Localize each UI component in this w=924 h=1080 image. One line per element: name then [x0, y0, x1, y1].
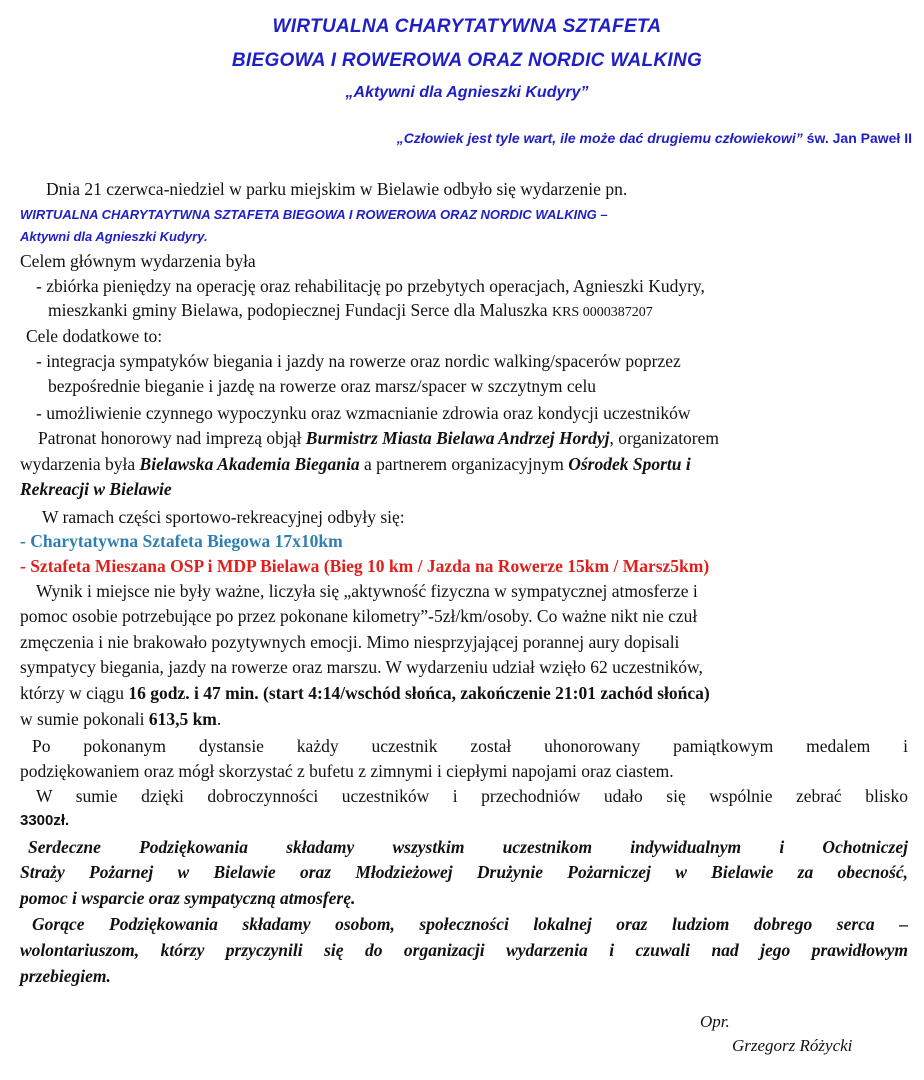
medal-line-1: Po pokonanym dystansie każdy uczestnik został uhonorowany pamiątkowym medalem i — [32, 736, 908, 756]
krs-number: KRS 0000387207 — [551, 305, 653, 320]
thanks-2-line-3: przebiegiem. — [20, 966, 111, 986]
partner-name-1: Ośrodek Sportu i — [568, 454, 691, 474]
result-line-2: pomoc osobie potrzebujące po przez pokonane kilometry”-5zł/km/osoby. Co ważne nikt nie czuł — [20, 606, 698, 626]
sum-line-1: W sumie dzięki dobroczynności uczestników i przechodniów udało się wspólnie zebrać blisko — [36, 786, 908, 806]
result-text: którzy w ciągu — [20, 683, 129, 703]
thanks-1-line-3: pomoc i wsparcie oraz sympatyczną atmosferę. — [20, 888, 356, 908]
organizer-text: wydarzenia była — [20, 454, 140, 474]
quote-author: św. Jan Paweł II — [802, 130, 912, 146]
result-line-4: sympatycy biegania, jazdy na rowerze oraz marszu. W wydarzeniu udział wzięło 62 uczestników, — [20, 657, 703, 677]
sport-part-line: W ramach części sportowo-rekreacyjnej odbyły się: — [42, 507, 405, 527]
thanks-1-line-1: Serdeczne Podziękowania składamy wszystkim uczestnikom indywidualnym i Ochotniczej — [28, 837, 908, 857]
result-period: . — [216, 709, 222, 729]
signature-label: Opr. — [700, 1012, 730, 1031]
quote-text: „Człowiek jest tyle wart, ile może dać drugiemu człowiekowi” — [396, 130, 803, 146]
relay-item-1: - Charytatywna Sztafeta Biegowa 17x10km — [20, 531, 343, 551]
partner-name-2: Rekreacji w Bielawie — [20, 479, 172, 499]
extra-goals-label: Cele dodatkowe to: — [26, 326, 163, 346]
patron-line-1 — [38, 427, 719, 449]
result-duration: 16 godz. i 47 min. (start 4:14/wschód słońca, zakończenie 21:01 zachód słońca) — [128, 683, 710, 703]
result-line-6 — [20, 708, 221, 730]
signature-name: Grzegorz Różycki — [732, 1036, 853, 1055]
main-goal-line-1: - zbiórka pieniędzy na operację oraz rehabilitację po przebytych operacjach, Agnieszki Kudyry, — [36, 276, 705, 296]
extra-goal-line-2: - umożliwienie czynnego wypoczynku oraz wzmacnianie zdrowia oraz kondycji uczestników — [36, 403, 691, 423]
thanks-1-line-2: Straży Pożarnej w Bielawie oraz Młodzieżowej Drużynie Pożarniczej w Bielawie za obecność, — [20, 862, 908, 882]
subtitle: „Aktywni dla Agnieszki Kudyry” — [345, 84, 589, 101]
organizer-name: Bielawska Akademia Biegania — [139, 454, 360, 474]
patron-line-2 — [20, 453, 691, 475]
sum-amount: 3300zł. — [20, 812, 70, 829]
title-line-2: BIEGOWA I ROWEROWA ORAZ NORDIC WALKING — [231, 50, 703, 71]
relay-item-2: - Sztafeta Mieszana OSP i MDP Bielawa (Bieg 10 km / Jazda na Rowerze 15km / Marsz5km) — [20, 556, 710, 576]
main-goal-text: mieszkanki gminy Bielawa, podopiecznej Fundacji Serce dla Maluszka — [48, 300, 552, 320]
medal-line-2: podziękowaniem oraz mógł skorzystać z bufetu z zimnymi i ciepłymi napojami oraz ciastem. — [20, 761, 674, 781]
motto-quote — [397, 130, 912, 146]
patron-name: Burmistrz Miasta Bielawa Andrzej Hordyj — [305, 428, 610, 448]
thanks-2-line-1: Gorące Podziękowania składamy osobom, społeczności lokalnej oraz ludziom dobrego serca – — [32, 914, 908, 934]
result-distance: 613,5 km — [148, 709, 217, 729]
patron-text-end: , organizatorem — [609, 428, 720, 448]
thanks-2-line-2: wolontariuszom, którzy przyczynili się do organizacji wydarzenia i czuwali nad jego prawidłowym — [20, 940, 908, 960]
title-line-1: WIRTUALNA CHARYTATYWNA SZTAFETA — [272, 16, 662, 37]
result-line-1: Wynik i miejsce nie były ważne, liczyła się „aktywność fizyczna w sympatycznej atmosferze i — [36, 581, 698, 601]
event-name-line-1: WIRTUALNA CHARYTAYTWNA SZTAFETA BIEGOWA I ROWEROWA ORAZ NORDIC WALKING – — [20, 207, 608, 222]
result-line-3: zmęczenia i nie brakowało pozytywnych emocji. Mimo niesprzyjającej porannej aury dopisali — [20, 632, 680, 652]
extra-goal-line-1b: bezpośrednie bieganie i jazdę na rowerze oraz marsz/spacer w szczytnym celu — [48, 376, 597, 396]
main-goal-label: Celem głównym wydarzenia była — [20, 251, 256, 271]
main-goal-line-2 — [48, 299, 653, 324]
patron-text: Patronat honorowy nad imprezą objął — [38, 428, 306, 448]
result-sum-text: w sumie pokonali — [20, 709, 149, 729]
extra-goal-line-1a: - integracja sympatyków biegania i jazdy na rowerze oraz nordic walking/spacerów poprzez — [36, 351, 681, 371]
intro-line: Dnia 21 czerwca-niedziel w parku miejskim w Bielawie odbyło się wydarzenie pn. — [46, 179, 628, 199]
partner-text: a partnerem organizacyjnym — [359, 454, 569, 474]
result-line-5 — [20, 682, 710, 704]
event-name-line-2: Aktywni dla Agnieszki Kudyry. — [20, 229, 208, 244]
